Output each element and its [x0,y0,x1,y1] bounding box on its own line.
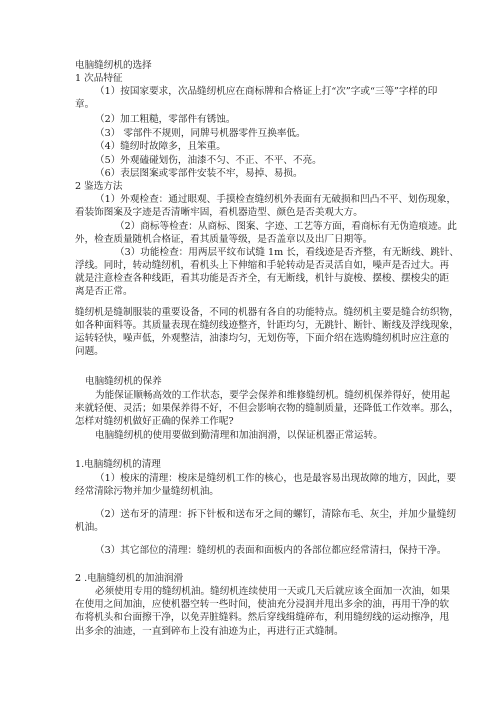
section-heading: 电脑缝纫机的保养 [85,376,162,387]
paragraph-line: 布将机头和台面擦干净，以免弄脏缝料。然后穿线缉缝碎布，利用缝纫线的运动擦净，甩 [75,612,450,623]
paragraph-line: 缝纫机是缝制服装的重要设备，不同的机器有各自的功能特点。缝纫机主要是缝合纺织物， [75,307,459,318]
paragraph-line: （1）梭床的清理：梭床是缝纫机工作的核心，也是最容易出现故障的地方，因此，要 [95,473,457,484]
paragraph-line: （3）其它部位的清理：缝纫机的表面和面板内的各部位都应经常清扫，保持干净。 [95,545,447,556]
paragraph-line: （3）功能检查：用两层平纹布试缝 1m 长，看线迹是否齐整，有无断线、跳针、 [115,247,459,258]
section-heading: 1 次品特征 [75,73,123,84]
list-item: （5）外观磕碰划伤，油漆不匀、不正、不平、不亮。 [95,155,322,166]
list-item: （3） 零部件不规则，同牌号机器零件互换率低。 [95,128,306,139]
paragraph-line: 必须使用专用的缝纫机油。缝纫机连续使用一天或几天后就应该全面加一次油，如果 [95,586,450,597]
section-heading: 2 .电脑缝纫机的加油润滑 [75,573,184,584]
section-heading: 2 鉴选方法 [75,181,123,192]
paragraph-line: 离是否正常。 [75,286,133,297]
list-item: （1）按国家要求，次品缝纫机应在商标牌和合格证上打“次”字或“三等”字样的印 [95,86,438,97]
list-item: （6）表层图案或零部件安装不牢，易掉、易损。 [95,168,303,179]
paragraph-line: 出多余的油迹，一直到碎布上没有油迹为止，再进行正式缝制。 [75,626,344,637]
paragraph-line: 机油。 [75,522,104,533]
paragraph-line: 怎样对缝纫机做好正确的保养工作呢? [75,416,234,427]
paragraph-line: 问题。 [75,346,104,357]
list-item: （4）缝纫时故障多，且笨重。 [95,141,226,152]
paragraph-line: 看装饰图案及字迹是否清晰牢固，看机器造型、颜色是否美观大方。 [75,207,363,218]
paragraph-line: 来就轻便、灵活；如果保养得不好，不但会影响衣物的缝制质量，还降低工作效率。那么， [75,403,459,414]
paragraph-line: （1）外观检查：通过眼观、手摸检查缝纫机外表面有无破损和凹凸不平、划伤现象， [95,194,457,205]
paragraph-line: 运转轻快，噪声低，外观整洁，油漆均匀，无划伤等，下面介绍在选购缝纫机时应注意的 [75,333,450,344]
paragraph-line: 外，检查质量随机合格证，看其质量等级，是否盖章以及出厂日期等。 [75,234,373,245]
doc-title: 电脑缝纫机的选择 [75,60,152,71]
paragraph-line: 就是注意检查各种线距，看其功能是否齐全，有无断线，机针与旋梭、摆梭、摆梭尖的距 [75,273,450,284]
paragraph-line: 为能保证顺畅高效的工作状态，要学会保养和维修缝纫机。缝纫机保养得好，使用起 [95,390,450,401]
paragraph-line: 如各种面料等。其质量表现在缝纫线迹整齐，针距均匀，无跳针、断针、断线及浮线现象， [75,320,459,331]
section-heading: 1.电脑缝纫机的清理 [75,459,161,470]
paragraph-line: 电脑缝纫机的使用要做到勤清理和加油润滑，以保证机器正常运转。 [95,430,383,441]
list-item: （2）加工粗糙，零部件有锈蚀。 [95,114,236,125]
paragraph-line: （2）商标等检查：从商标、图案、字迹、工艺等方面，看商标有无伪造痕迹。此 [115,221,457,232]
list-item: 章。 [75,99,95,110]
paragraph-line: 在使用之间加油，应使机器空转一些时间，使油充分浸润并甩出多余的油，再用干净的软 [75,599,450,610]
paragraph-line: 浮线。同时，转动缝纫机，看机头上下伸缩和手轮转动是否灵活自如，噪声是否过大。再 [75,260,450,271]
paragraph-line: 经常清除污物并加少量缝纫机油。 [75,486,219,497]
paragraph-line: （2）送布牙的清理：拆下针板和送布牙之间的螺钉，清除布毛、灰尘，并加少量缝纫 [95,509,457,520]
